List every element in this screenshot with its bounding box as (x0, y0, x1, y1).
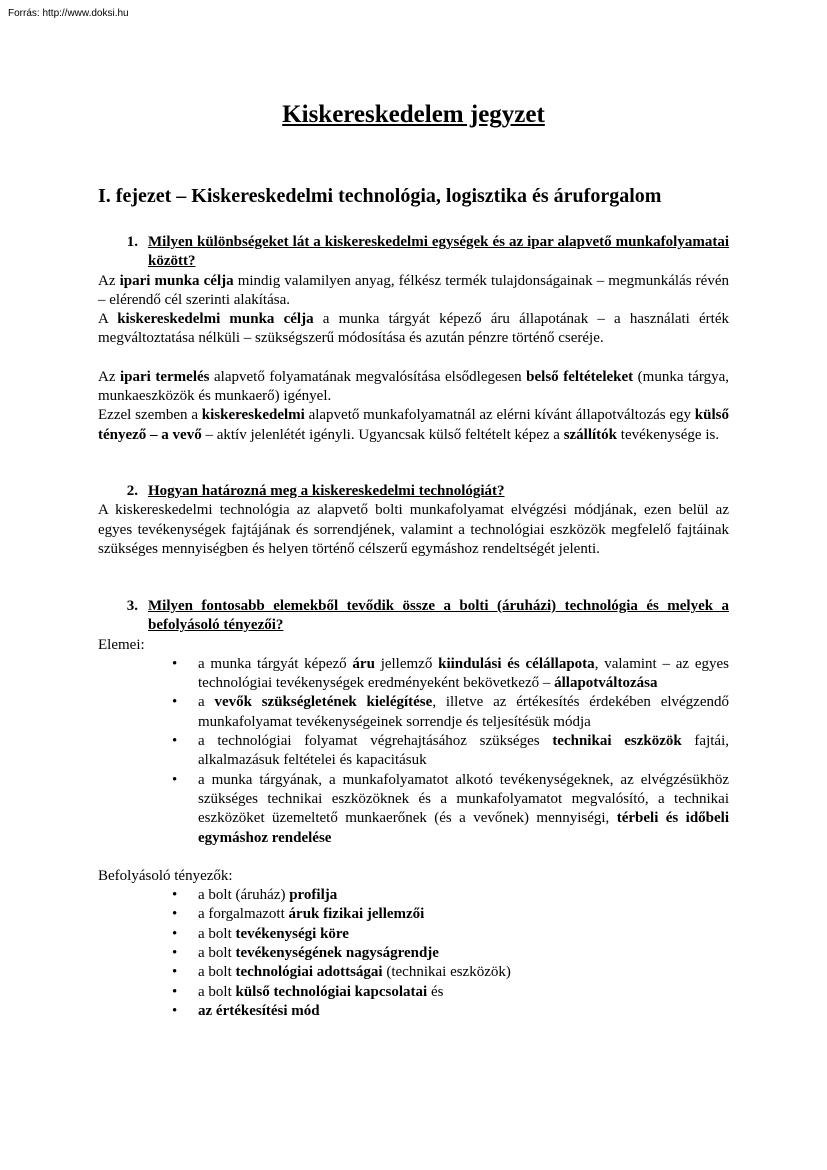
list-item (98, 963, 729, 982)
bullet-icon: • (172, 1002, 178, 1019)
text-run: és (427, 983, 444, 1000)
bullet-icon: • (172, 925, 178, 942)
bold-term: kiskereskedelmi (201, 407, 305, 424)
text-run: (munka tárgya, munkaeszközök és munkaerő) igényel. (98, 368, 729, 405)
document-title: Kiskereskedelem jegyzet (282, 101, 545, 128)
bullet-icon: • (172, 964, 178, 981)
text-run: mindig valamilyen anyag, félkész termék tulajdonságainak – megmunkálás révén – elérendő cél szerinti alakítása. (98, 272, 729, 308)
bold-term: az értékesítési mód (198, 1002, 320, 1019)
list-item (98, 655, 729, 694)
bullet-icon: • (172, 771, 178, 788)
text-run: a munka tárgyát képező (198, 655, 353, 672)
bold-term: szállítók (563, 426, 618, 443)
text-run: Az (98, 272, 120, 289)
list-item (98, 771, 729, 848)
question-1-heading (98, 233, 729, 272)
text-run: – aktív jelenlétét igényli. Ugyancsak külső feltételt képez a (201, 426, 564, 443)
question-3-heading (98, 597, 729, 636)
bold-term: állapotváltozása (554, 675, 658, 692)
text-run: Az (98, 368, 121, 385)
factors-label: Befolyásoló tényezők: (98, 867, 233, 884)
bold-term: tevékenységi köre (235, 925, 349, 942)
elements-list (98, 655, 729, 848)
list-item (98, 905, 729, 924)
question-text: Hogyan határozná meg a kiskereskedelmi technológiát? (148, 483, 505, 499)
text-run: a forgalmazott (198, 906, 289, 923)
text-run: alapvető folyamatának megvalósítása elsődlegesen (209, 368, 527, 385)
bold-term: áru (352, 655, 375, 672)
bold-term: ipari munka célja (119, 272, 234, 289)
text-run: jellemző (374, 655, 439, 672)
bullet-icon: • (172, 655, 178, 672)
text-run: a bolt (198, 945, 236, 962)
bold-term: profilja (289, 887, 338, 904)
bullet-icon: • (172, 887, 178, 904)
text-run: a bolt (198, 983, 236, 1000)
question-2-heading (98, 482, 729, 501)
text-run: A (98, 311, 118, 328)
paragraph (98, 310, 729, 349)
bold-term: külső technológiai kapcsolatai (235, 983, 428, 1000)
bullet-icon: • (172, 906, 178, 923)
list-item (98, 693, 729, 732)
bullet-icon: • (172, 945, 178, 962)
bullet-icon: • (172, 733, 178, 750)
paragraph (98, 368, 729, 407)
list-item (98, 732, 729, 771)
text-run: , illetve az értékesítés érdekében elvégzendő munkafolyamat tevékenységeinek sorrendje és teljesítésük módja (198, 694, 729, 730)
list-item (98, 1002, 729, 1021)
text-run: a bolt (áruház) (198, 887, 290, 904)
text-run: alapvető munkafolyamatnál az elérni kívánt állapotváltozás egy (304, 407, 695, 424)
text-run: a munka tárgyát képező áru állapotának – a használati érték megváltoztatása nélküli – szükségszerű módosítása és azután pénzre történő cseréje. (98, 311, 729, 347)
bold-term: kiskereskedelmi munka célja (117, 311, 314, 328)
bold-term: technológiai adottságai (235, 964, 383, 981)
question-number: 1. (126, 234, 138, 250)
bullet-icon: • (172, 694, 178, 711)
bold-term: áruk fizikai jellemzői (288, 906, 425, 923)
chapter-heading: I. fejezet – Kiskereskedelmi technológia, logisztika és áruforgalom (98, 185, 662, 207)
list-item (98, 925, 729, 944)
question-number: 2. (126, 483, 138, 499)
text-run: a (198, 694, 215, 711)
question-text: Milyen különbségeket lát a kiskereskedelmi egységek és az ipar alapvető munkafolyamatai között? (148, 234, 729, 270)
text-run: a munka tárgyának, a munkafolyamatot alkotó tevékenységeknek, az elvégzésükhöz szükséges technikai eszközöknek és a munkafolyamatot megvalósító, a technikai eszközöket üzemeltető munkaerőnek (és a vevőnek) mennyiségi, (198, 771, 729, 827)
text-run: , valamint – az egyes technológiai tevékenységek eredményeként bekövetkező – (198, 655, 729, 692)
question-2-section (98, 482, 729, 559)
text-run: (technikai eszközök) (382, 964, 511, 981)
bold-term: kiindulási és célállapota (438, 655, 595, 672)
bold-term: térbeli és időbeli egymáshoz rendelése (198, 810, 729, 846)
factors-list (98, 886, 729, 1021)
bold-term: külső tényező – a vevő (98, 407, 729, 443)
question-3-section (98, 597, 729, 1021)
text-run: a technológiai folyamat végrehajtásához szükséges (198, 733, 553, 750)
paragraph (98, 406, 729, 445)
paragraph: A kiskereskedelmi technológia az alapvető bolti munkafolyamat elvégzési módjának, ezen belül az egyes tevékenységek fajtájának és sorrendjének, valamint a technológiai eszközök megfelelő fajtáinak szükséges mennyiségben és helyen történő célszerű egymáshoz rendeltségét jelenti. (98, 502, 729, 557)
bold-term: technikai eszközök (552, 733, 682, 750)
bold-term: ipari termelés (120, 368, 210, 385)
bold-term: belső feltételeket (526, 368, 634, 385)
elements-label: Elemei: (98, 636, 145, 653)
text-run: a bolt (198, 964, 236, 981)
source-note: Forrás: http://www.doksi.hu (8, 8, 129, 19)
bold-term: vevők szükségletének kielégítése (214, 694, 433, 711)
question-text: Milyen fontosabb elemekből tevődik össze a bolti (áruházi) technológia és melyek a befolyásoló tényezői? (148, 598, 729, 634)
text-run: tevékenysége is. (617, 426, 720, 443)
list-item (98, 983, 729, 1002)
text-run: fajtái, alkalmazásuk feltételei és kapacitásuk (198, 733, 729, 769)
question-1-section (98, 233, 729, 445)
question-number: 3. (126, 598, 138, 614)
text-run: Ezzel szemben a (98, 407, 202, 424)
text-run: a bolt (198, 925, 236, 942)
paragraph (98, 272, 729, 311)
bold-term: tevékenységének nagyságrendje (235, 945, 439, 962)
list-item (98, 944, 729, 963)
bullet-icon: • (172, 983, 178, 1000)
list-item (98, 886, 729, 905)
